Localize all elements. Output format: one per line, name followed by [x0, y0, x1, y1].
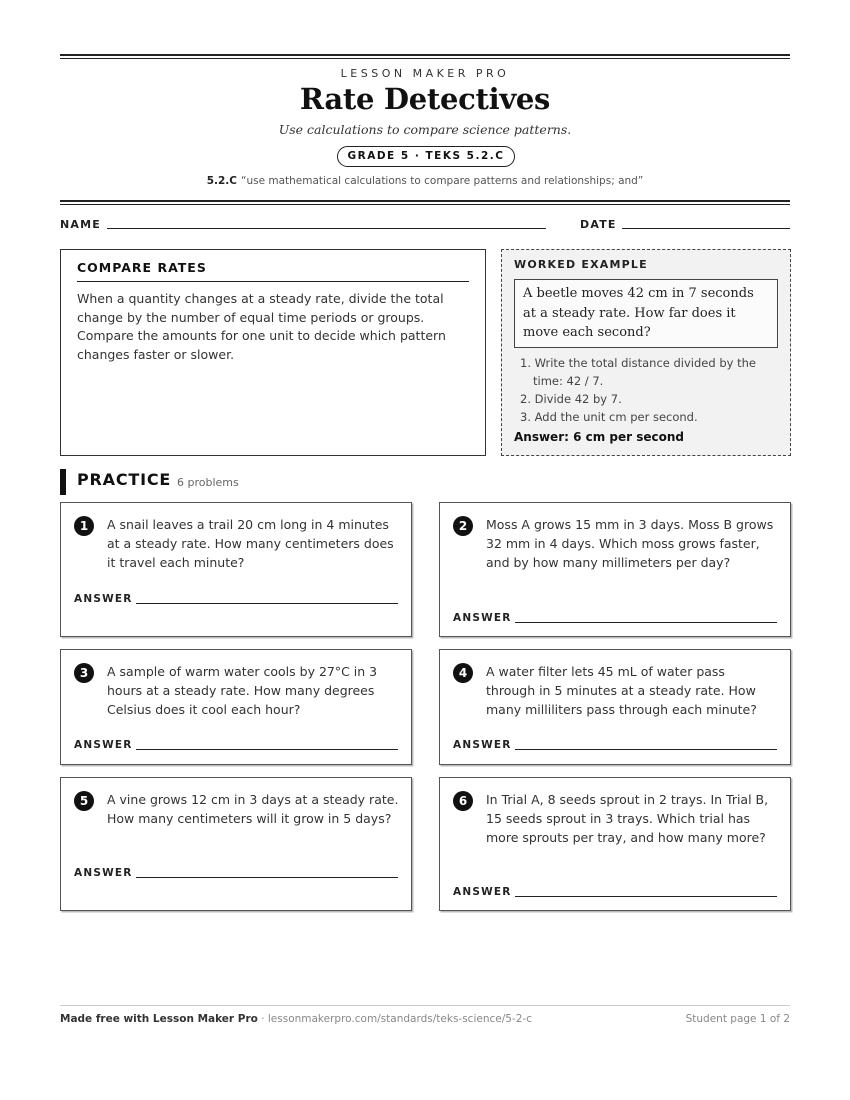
answer-label: ANSWER — [453, 886, 512, 898]
date-label: DATE — [580, 218, 617, 231]
worked-example-answer: Answer: 6 cm per second — [514, 429, 685, 444]
answer-line[interactable] — [515, 749, 777, 750]
compare-rates-title: COMPARE RATES — [77, 260, 469, 282]
practice-accent-bar — [60, 469, 66, 495]
problem-number: 3 — [74, 663, 94, 683]
worked-example-steps — [514, 354, 778, 426]
problem-number: 1 — [74, 516, 94, 536]
problem-card — [60, 649, 412, 765]
name-field[interactable] — [107, 228, 546, 229]
worked-example-panel — [501, 249, 791, 456]
grade-badge: GRADE 5 · TEKS 5.2.C — [337, 146, 515, 167]
answer-label: ANSWER — [453, 739, 512, 751]
date-field[interactable] — [622, 228, 790, 229]
problem-card — [60, 502, 412, 637]
brand-name: LESSON MAKER PRO — [340, 67, 510, 80]
answer-label: ANSWER — [74, 739, 133, 751]
compare-rates-panel — [60, 249, 486, 456]
compare-rates-text: When a quantity changes at a steady rate, divide the total change by the number of equal time periods or groups. Compare the amounts for one unit to decide which pattern changes faster or slower. — [77, 291, 446, 362]
answer-label: ANSWER — [74, 867, 133, 879]
worked-example-title: WORKED EXAMPLE — [514, 258, 648, 271]
problem-text: Moss A grows 15 mm in 3 days. Moss B grows 32 mm in 4 days. Which moss grows faster, and by how many millimeters per day? — [486, 517, 774, 570]
name-label: NAME — [60, 218, 101, 231]
standard-code: 5.2.C — [206, 175, 237, 187]
footer-made-with: Made free with Lesson Maker Pro — [60, 1013, 258, 1025]
problem-text: A vine grows 12 cm in 3 days at a steady rate. How many centimeters will it grow in 5 days? — [107, 792, 399, 826]
problem-text: In Trial A, 8 seeds sprout in 2 trays. In Trial B, 15 seeds sprout in 3 trays. Which trial has more sprouts per tray, and how many more? — [486, 792, 769, 845]
page-subtitle: Use calculations to compare science patterns. — [278, 122, 572, 137]
problem-number: 5 — [74, 791, 94, 811]
problem-text: A water filter lets 45 mL of water pass through in 5 minutes at a steady rate. How many milliliters pass through each minute? — [486, 664, 757, 717]
problem-text: A snail leaves a trail 20 cm long in 4 minutes at a steady rate. How many centimeters does it travel each minute? — [107, 517, 394, 570]
answer-label: ANSWER — [453, 612, 512, 624]
answer-line[interactable] — [136, 603, 398, 604]
worked-step: 3. Add the unit cm per second. — [520, 409, 698, 424]
footer-rule — [60, 1005, 790, 1006]
problem-card — [439, 777, 791, 911]
answer-line[interactable] — [515, 622, 777, 623]
problem-card — [439, 502, 791, 637]
problem-number: 2 — [453, 516, 473, 536]
header-top-rule — [60, 54, 790, 59]
page-title: Rate Detectives — [299, 82, 551, 116]
problem-card — [439, 649, 791, 765]
footer-credit — [60, 1013, 532, 1025]
answer-line[interactable] — [136, 749, 398, 750]
problem-card — [60, 777, 412, 911]
standard-text: “use mathematical calculations to compare patterns and relationships; and” — [241, 175, 644, 187]
answer-line[interactable] — [136, 877, 398, 878]
problem-number: 4 — [453, 663, 473, 683]
problem-text: A sample of warm water cools by 27°C in 3 hours at a steady rate. How many degrees Celsius does it cool each hour? — [107, 664, 378, 717]
practice-title: PRACTICE — [77, 470, 172, 489]
footer-page-number: Student page 1 of 2 — [685, 1013, 790, 1025]
practice-count: 6 problems — [177, 476, 239, 489]
worked-step: 1. Write the total distance divided by the time: 42 / 7. — [520, 355, 756, 388]
answer-label: ANSWER — [74, 593, 133, 605]
answer-line[interactable] — [515, 896, 777, 897]
header-bottom-rule — [60, 200, 790, 205]
footer-url[interactable]: · lessonmakerpro.com/standards/teks-science/5-2-c — [257, 1013, 532, 1025]
worked-step: 2. Divide 42 by 7. — [520, 391, 622, 406]
standard-line — [0, 175, 850, 187]
problem-number: 6 — [453, 791, 473, 811]
worked-example-problem: A beetle moves 42 cm in 7 seconds at a steady rate. How far does it move each second? — [514, 279, 778, 348]
